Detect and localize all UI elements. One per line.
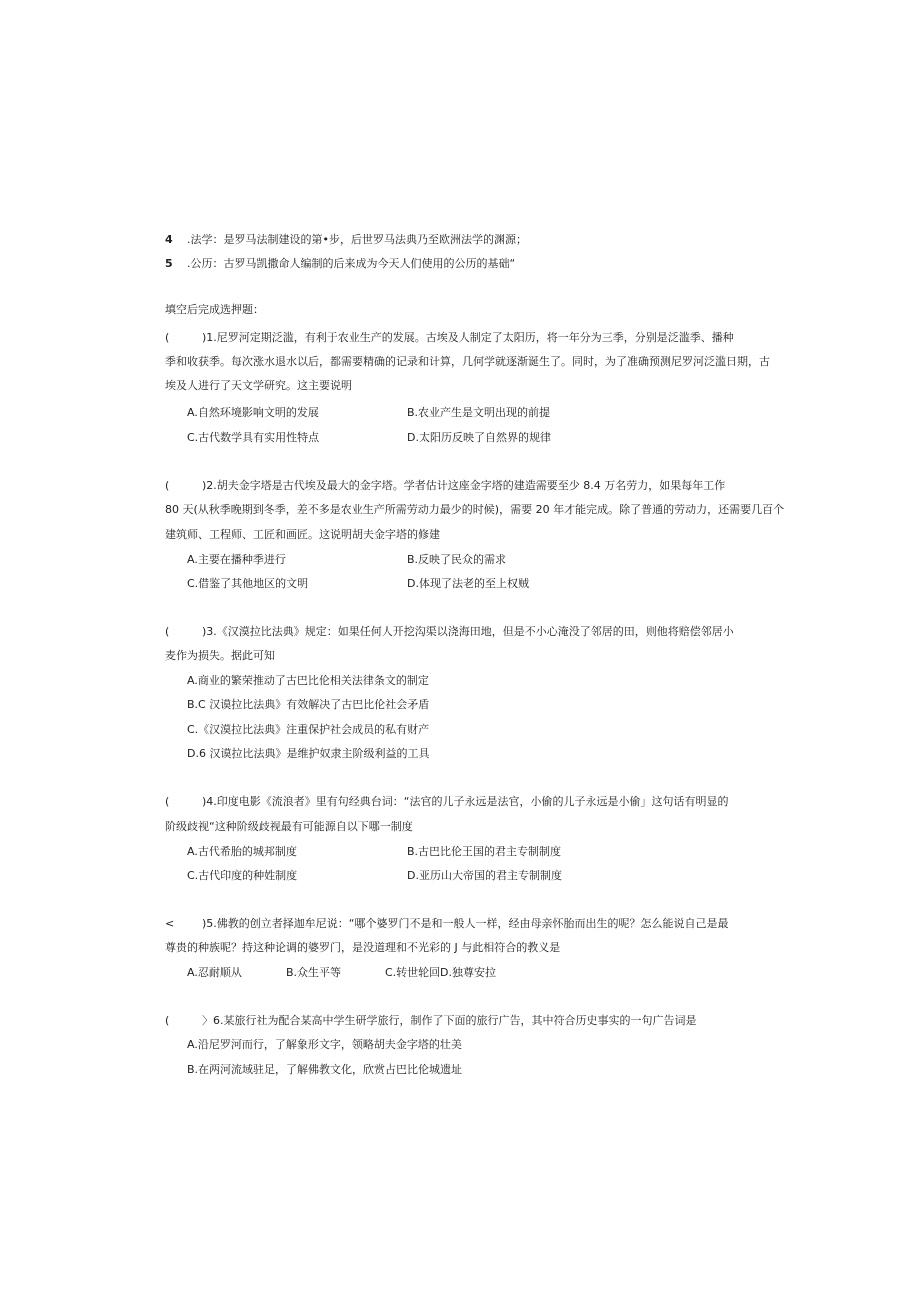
question-3-line-1: ( )3.《汉漠拉比法典》规定：如果任何人开挖沟渠以浇海田地，但是不小心淹没了邻居的田，则他将赔偿邻居小 [165, 625, 734, 638]
question-3-option-a: A.商业的繁荣推动了古巴比伦相关法律条文的制定 [187, 674, 429, 687]
question-1-line-3: 埃及人进行了天文学研究。这主要说明 [165, 379, 352, 392]
question-4-line-2: 阶级歧视“这种阶级歧视最有可能源自以下哪一制度 [165, 820, 413, 833]
question-2-option-b: B.反映了民众的需求 [407, 553, 507, 566]
question-6-line-1: ( 〉6.某旅行社为配合某高中学生研学旅行，制作了下面的旅行广告，其中符合历史事实的一句广告词是 [165, 1014, 697, 1027]
answer-bracket: ( [165, 1014, 170, 1027]
answer-bracket: ( [165, 625, 170, 638]
answer-bracket: < [165, 917, 175, 930]
question-1-option-a: A.自然环境影响文明的发展 [187, 406, 319, 419]
question-2-option-c: C.借鉴了其他地区的文明 [187, 577, 309, 590]
note-text: .法学：是罗马法制建设的第•步，后世罗马法典乃至欧洲法学的渊源； [187, 233, 527, 246]
question-6-option-a: A.沿尼罗河而行，了解象形文字，领略胡夫金字塔的壮美 [187, 1038, 462, 1051]
section-title: 填空后完成选押题： [165, 303, 264, 316]
question-1-line-1: ( )1.尼罗河定期泛滥，有利于农业生产的发展。古埃及人制定了太阳历，将一年分为三季，分别是泛滥季、播种 [165, 331, 734, 344]
question-1-option-c: C.古代数学具有实用性特点 [187, 431, 320, 444]
question-4-line-1: ( )4.印度电影《流浪者》里有句经典台词：“法官的儿子永远是法官，小偷的儿子永远是小偷」这句话有明显的 [165, 795, 729, 808]
question-4-option-a: A.古代希胎的城邦制度 [187, 845, 297, 858]
answer-bracket: ( [165, 331, 170, 344]
question-6-option-b: B.在两河流域驻足，了解佛教文化，欣赏占巴比伦城遗址 [187, 1063, 463, 1076]
note-text: .公历：古罗马凯撒命人编制的后来成为今天人们使用的公历的基础“ [187, 257, 516, 270]
question-2-line-1: ( )2.胡夫金字塔是古代埃及最大的金字塔。学者估计这座金字塔的建造需要至少 8.4 万名劳力，如果每年工作 [165, 479, 726, 492]
question-2-line-2: 80 天(从秋季晚期到冬季，差不多是农业生产所需劳动力最少的时候)，需要 20 年才能完成。除了普通的劳动力，还需要几百个 [165, 503, 785, 516]
question-3-option-d: D.6 汉谟拉比法典》是维护奴隶主阶级利益的工具 [187, 747, 430, 760]
answer-bracket: ( [165, 795, 170, 808]
question-2-line-3: 建筑师、工程师、工匠和画匠。这说明胡夫金字塔的修建 [165, 528, 440, 541]
answer-bracket: ( [165, 479, 170, 492]
question-5-option-b: B.众生平等 [286, 966, 342, 979]
question-4-option-d: D.亚历山大帝国的君主专制制度 [407, 869, 562, 882]
question-5-option-d: D.独尊安拉 [440, 966, 496, 979]
question-5-option-a: A.忍耐顺从 [187, 966, 242, 979]
question-1-option-b: B.农业产生是文明出现的前提 [407, 406, 551, 419]
question-5-option-c: C.转世轮回 [385, 966, 441, 979]
question-3-line-2: 麦作为损失。据此可知 [165, 649, 275, 662]
question-2-option-a: A.主要在播种季进行 [187, 553, 286, 566]
note-item-4 [165, 233, 527, 247]
note-number: 4 [165, 233, 173, 246]
question-3-option-b: B.C 汉谟拉比法典》有效解决了古巴比伦社会矛盾 [187, 698, 430, 711]
question-5-line-1: < )5.佛教的创立者择迦牟尼说：“哪个婆罗门不是和一般人一样，经由母亲怀胎而出生的呢？怎么能说自己是最 [165, 917, 729, 930]
question-2-option-d: D.体现了法老的至上权贼 [407, 577, 529, 590]
question-1-line-2: 季和收获季。每次涨水退水以后，都需要精确的记录和计算，几何学就逐渐诞生了。同时，为了准确预测尼罗河泛滥日期，古 [165, 355, 770, 368]
question-4-option-c: C.古代印度的种姓制度 [187, 869, 298, 882]
question-3-option-c: C.《汉漠拉比法典》注重保护社会成员的私有财产 [187, 723, 430, 736]
question-5-line-2: 尊贵的种族呢？持这种论调的婆罗门，是没道理和不光彩的 J 与此相符合的教义是 [165, 941, 561, 954]
question-4-option-b: B.古巴比伦王国的君主专制制度 [407, 845, 562, 858]
question-1-option-d: D.太阳历反映了自然界的规律 [407, 431, 551, 444]
note-number: 5 [165, 257, 173, 270]
note-item-5 [165, 257, 515, 271]
